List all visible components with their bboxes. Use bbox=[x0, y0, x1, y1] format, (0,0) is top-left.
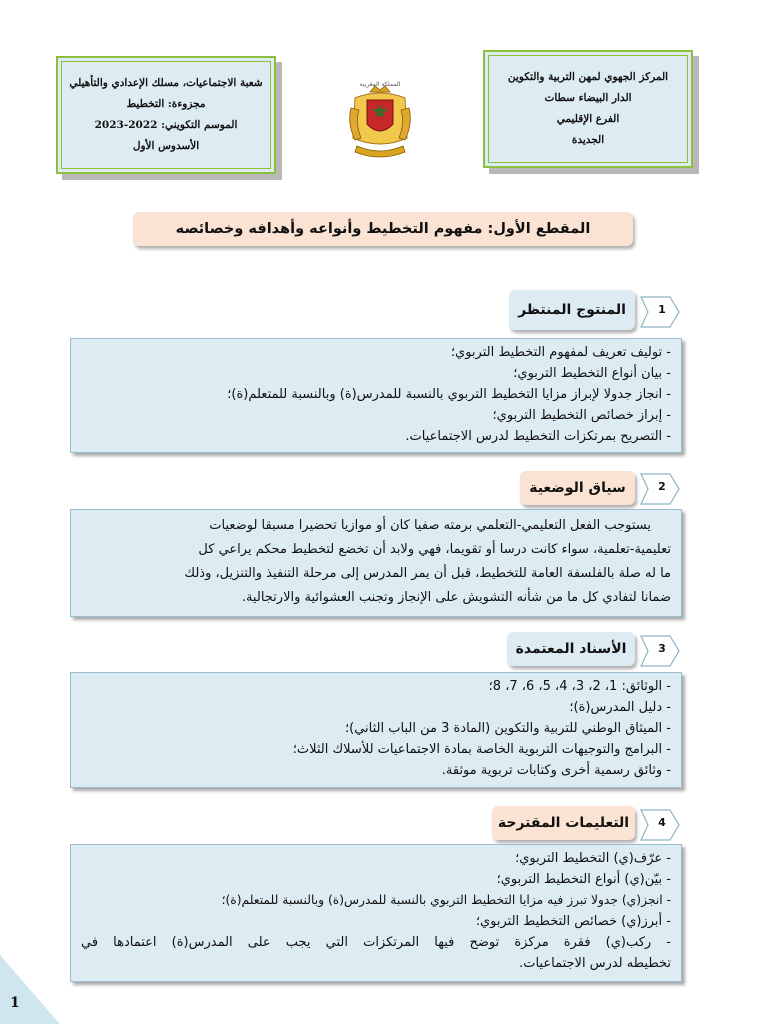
list-item: - بيّن(ي) أنواع التخطيط التربوي؛ bbox=[496, 872, 671, 887]
paragraph-line: ضمانا لتفادي كل ما من شأنه التشويش على الإنجاز وتجنب العشوائية والارتجالية. bbox=[241, 590, 671, 605]
list-item: - التصريح بمرتكزات التخطيط لدرس الاجتماعيات. bbox=[405, 429, 671, 444]
list-item: - البرامج والتوجيهات التربوية الخاصة بمادة الاجتماعيات للأسلاك الثلاث؛ bbox=[292, 742, 671, 757]
header-institution-line: الجديدة bbox=[571, 134, 605, 146]
list-item: - انجز(ي) جدولا تبرز فيه مزايا التخطيط التربوي بالنسبة للمدرس(ة) وبالنسبة للمتعلم(ة)؛ bbox=[221, 893, 671, 907]
section-number: 2 bbox=[658, 480, 666, 493]
page-number: 1 bbox=[10, 995, 20, 1011]
emblem-caption: المملكة المغربية bbox=[359, 81, 401, 88]
header-course-line: الموسم التكويني: 2022-2023 bbox=[94, 119, 238, 131]
list-item: - توليف تعريف لمفهوم التخطيط التربوي؛ bbox=[450, 345, 671, 360]
header-institution-line: المركز الجهوي لمهن التربية والتكوين bbox=[507, 71, 669, 83]
list-item: - الوثائق: 1، 2، 3، 4، 5، 6، 7، 8؛ bbox=[488, 679, 671, 694]
header-institution-line: الدار البيضاء سطات bbox=[544, 92, 632, 104]
section-title: الأسناد المعتمدة bbox=[507, 632, 635, 666]
list-item: - الميثاق الوطني للتربية والتكوين (المادة 3 من الباب الثاني)؛ bbox=[345, 721, 671, 736]
list-item: - ركب(ي) فقرة مركزة توضح فيها المرتكزات التي يجب على المدرس(ة) اعتمادها في bbox=[81, 935, 671, 950]
header-course-line: الأسدوس الأول bbox=[132, 140, 200, 152]
section-title: سياق الوضعية bbox=[520, 471, 635, 505]
header-course-line: مجزوءة: التخطيط bbox=[126, 98, 206, 110]
section-number: 4 bbox=[658, 816, 666, 829]
list-item: - أبرز(ي) خصائص التخطيط التربوي؛ bbox=[475, 914, 671, 929]
main-title: المقطع الأول: مفهوم التخطيط وأنواعه وأهدافه وخصائصه bbox=[133, 212, 633, 246]
paragraph-line: تعليمية-تعلمية، سواء كانت درسا أو تقويما، فهي ولابد أن تخضع لتخطيط محكم يراعي كل bbox=[198, 542, 671, 557]
corner-decoration bbox=[0, 955, 60, 1024]
list-item: - عرّف(ي) التخطيط التربوي؛ bbox=[515, 851, 671, 866]
section-3-content bbox=[70, 672, 682, 788]
section-title: التعليمات المقترحة bbox=[492, 806, 635, 840]
list-item: - إبراز خصائص التخطيط التربوي؛ bbox=[492, 408, 671, 423]
header-course-box bbox=[56, 56, 276, 174]
section-title: المنتوج المنتظر bbox=[509, 290, 635, 330]
paragraph-line: يستوجب الفعل التعليمي-التعلمي برمته صفيا كان أو موازيا تحضيرا مسبقا لوضعيات bbox=[209, 518, 651, 533]
header-course-line: شعبة الاجتماعيات، مسلك الإعدادي والتأهيلي bbox=[69, 77, 263, 89]
list-item: - دليل المدرس(ة)؛ bbox=[569, 700, 671, 715]
header-institution-box bbox=[483, 50, 693, 168]
paragraph-line: ما له صلة بالفلسفة العامة للتخطيط، قبل أن يمر المدرس إلى مرحلة التنفيذ والتنزيل، وذلك bbox=[184, 566, 671, 581]
section-1-content bbox=[70, 338, 682, 453]
list-item: - وثائق رسمية أخرى وكتابات تربوية موثقة. bbox=[441, 763, 671, 778]
section-2-content bbox=[70, 509, 682, 617]
list-item: - انجاز جدولا لإبراز مزايا التخطيط التربوي بالنسبة للمدرس(ة) وبالنسبة للمتعلم(ة)؛ bbox=[227, 387, 671, 402]
header-institution-line: الفرع الإقليمي bbox=[556, 113, 620, 125]
list-item: - بيان أنواع التخطيط التربوي؛ bbox=[513, 366, 671, 381]
list-item: تخطيطه لدرس الاجتماعيات. bbox=[519, 956, 671, 971]
section-number: 1 bbox=[658, 303, 666, 316]
section-number: 3 bbox=[658, 642, 666, 655]
moroccan-coat-of-arms-icon bbox=[345, 78, 415, 160]
section-4-content bbox=[70, 844, 682, 982]
